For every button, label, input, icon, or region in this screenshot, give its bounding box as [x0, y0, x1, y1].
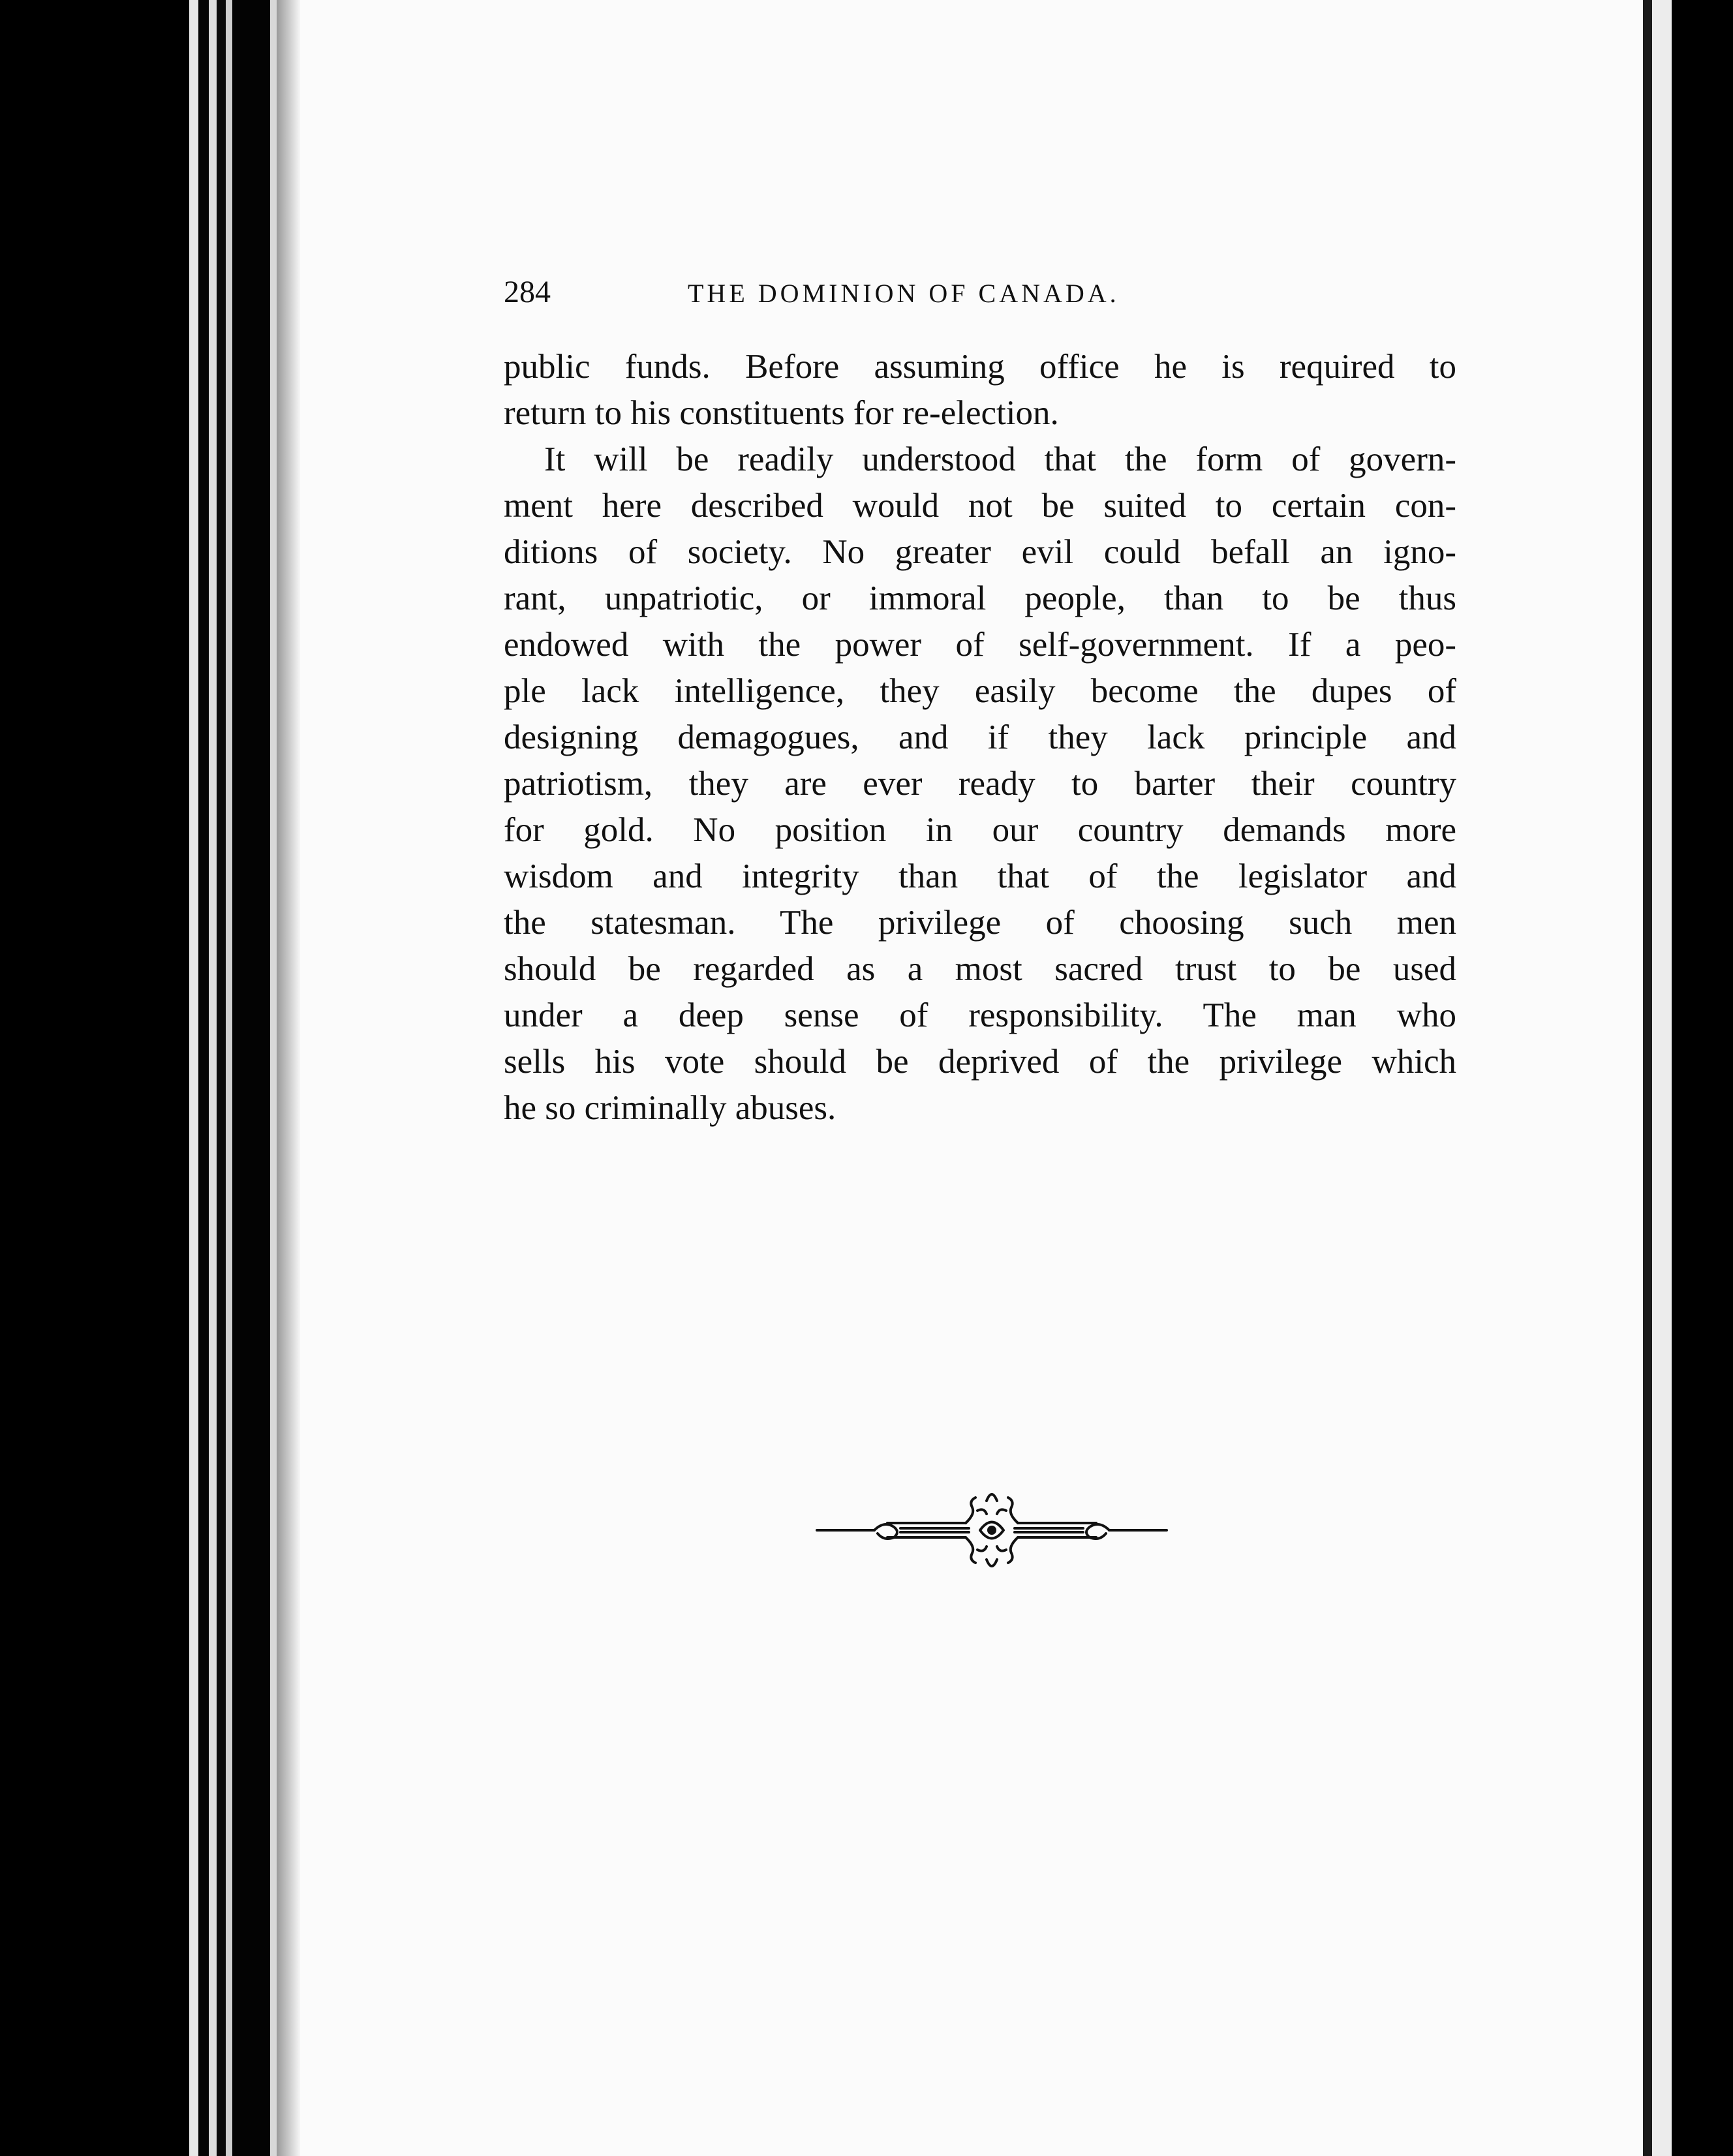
text-line: the statesman. The privilege of choosing such men: [504, 904, 1456, 942]
text-line: ple lack intelligence, they easily become the dupes of: [504, 672, 1456, 710]
right-binding-shadow: [1672, 0, 1733, 2156]
text-line: should be regarded as a most sacred trust to be used: [504, 950, 1456, 988]
text-line: rant, unpatriotic, or immoral people, than to be thus: [504, 579, 1456, 617]
right-page-edge: [1652, 0, 1672, 2156]
text-line: designing demagogues, and if they lack principle and: [504, 718, 1456, 756]
text-line: It will be readily understood that the form of govern-: [544, 440, 1456, 478]
right-binding-edge: [1643, 0, 1652, 2156]
text-line: patriotism, they are ever ready to barter their country: [504, 765, 1456, 803]
text-line: ditions of society. No greater evil could befall an igno-: [504, 533, 1456, 571]
running-head: THE DOMINION OF CANADA.: [688, 279, 1120, 308]
page-edge: [189, 0, 198, 2156]
text-line: public funds. Before assuming office he is required to: [504, 348, 1456, 386]
binding-shadow: [198, 0, 209, 2156]
binding-shadow: [217, 0, 226, 2156]
text-line: return to his constituents for re-election.: [504, 394, 1059, 432]
text-line: wisdom and integrity than that of the legislator and: [504, 857, 1456, 895]
binding-shadow: [0, 0, 189, 2156]
text-line: sells his vote should be deprived of the privilege which: [504, 1043, 1456, 1081]
paragraph: [504, 344, 1456, 437]
paragraph: [504, 437, 1456, 1132]
text-line: ment here described would not be suited to certain con-: [504, 487, 1456, 525]
page-header: [504, 274, 1274, 320]
page-edge: [226, 0, 232, 2156]
body-text: [504, 344, 1456, 1132]
gutter-shadow: [277, 0, 300, 2156]
page-edge: [209, 0, 217, 2156]
text-line: endowed with the power of self-government. If a peo-: [504, 626, 1456, 664]
page-edge: [270, 0, 277, 2156]
text-line: under a deep sense of responsibility. The man who: [504, 996, 1456, 1034]
page-number: 284: [504, 275, 551, 309]
text-line: for gold. No position in our country demands more: [504, 811, 1456, 849]
binding-shadow: [232, 0, 270, 2156]
text-line: he so criminally abuses.: [504, 1089, 836, 1127]
tailpiece-ornament-icon: [816, 1481, 1168, 1579]
